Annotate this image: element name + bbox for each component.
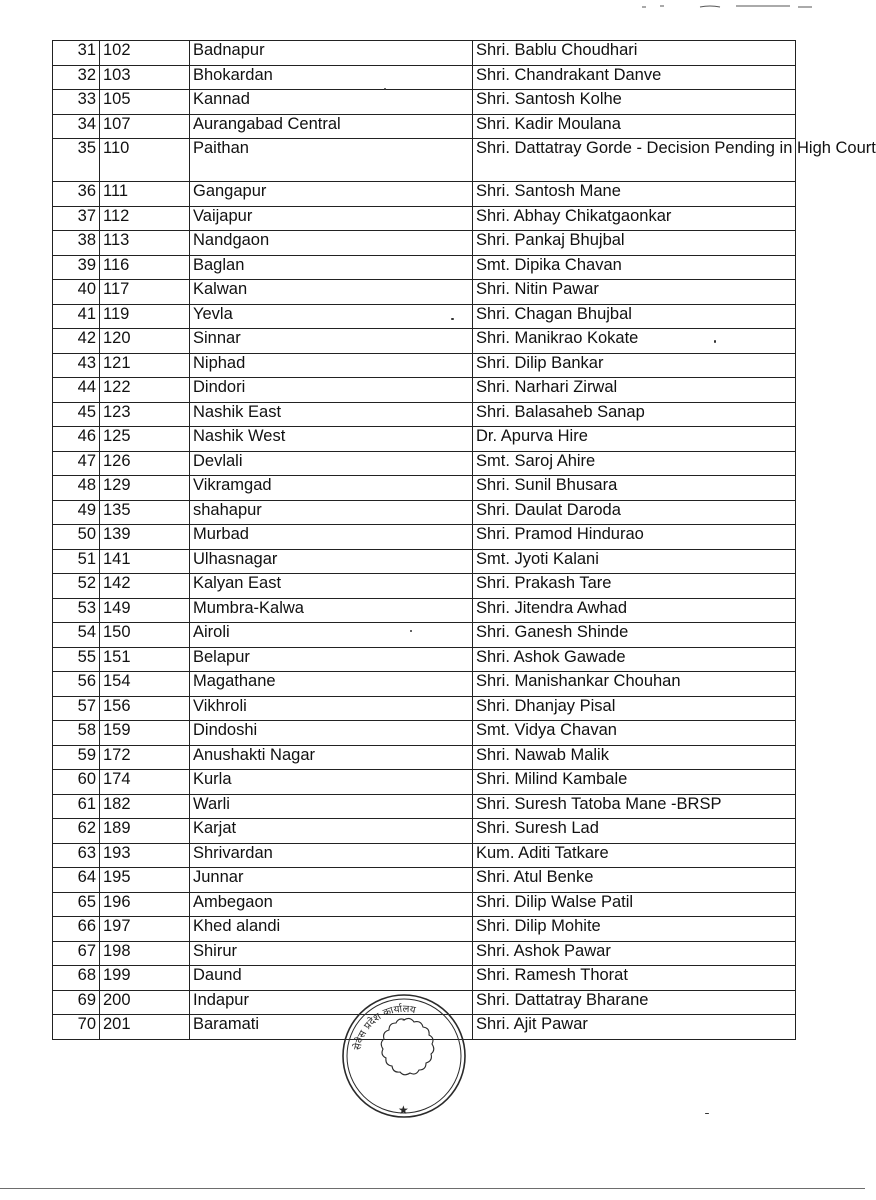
candidate-cell: Shri. Dattatray Bharane — [473, 990, 796, 1015]
ac-number-cell: 129 — [100, 476, 190, 501]
candidate-cell: Smt. Vidya Chavan — [473, 721, 796, 746]
serial-number-cell: 64 — [53, 868, 100, 893]
constituency-cell: Vaijapur — [190, 206, 473, 231]
candidate-cell: Shri. Pramod Hindurao — [473, 525, 796, 550]
constituency-cell: Khed alandi — [190, 917, 473, 942]
constituency-cell: Nandgaon — [190, 231, 473, 256]
ac-number-cell: 182 — [100, 794, 190, 819]
constituency-cell: Dindori — [190, 378, 473, 403]
table-row — [53, 721, 796, 746]
seal-text: सेवेस प्रदेश कार्यालय — [352, 1003, 417, 1052]
constituency-cell: Gangapur — [190, 182, 473, 207]
ac-number-cell: 199 — [100, 966, 190, 991]
serial-number-cell: 55 — [53, 647, 100, 672]
table-row — [53, 329, 796, 354]
ac-number-cell: 159 — [100, 721, 190, 746]
table-row — [53, 304, 796, 329]
candidate-table-body — [53, 41, 876, 1040]
constituency-cell: Aurangabad Central — [190, 114, 473, 139]
svg-text:सेवेस प्रदेश कार्यालय — [351, 1003, 416, 1051]
serial-number-cell: 46 — [53, 427, 100, 452]
ac-number-cell: 102 — [100, 41, 190, 66]
ac-number-cell: 110 — [100, 139, 190, 182]
ac-number-cell: 105 — [100, 90, 190, 115]
candidate-cell: Shri. Suresh Tatoba Mane -BRSP — [473, 794, 796, 819]
candidate-cell: Shri. Kadir Moulana — [473, 114, 796, 139]
serial-number-cell: 61 — [53, 794, 100, 819]
candidate-cell: Shri. Narhari Zirwal — [473, 378, 796, 403]
serial-number-cell: 34 — [53, 114, 100, 139]
ac-number-cell: 125 — [100, 427, 190, 452]
table-row — [53, 966, 796, 991]
ac-number-cell: 193 — [100, 843, 190, 868]
constituency-cell: Airoli — [190, 623, 473, 648]
candidate-cell: Shri. Dilip Bankar — [473, 353, 796, 378]
constituency-cell: Magathane — [190, 672, 473, 697]
constituency-cell: Karjat — [190, 819, 473, 844]
candidate-cell: Shri. Ramesh Thorat — [473, 966, 796, 991]
ac-number-cell: 107 — [100, 114, 190, 139]
ac-number-cell: 172 — [100, 745, 190, 770]
scan-speck — [705, 1113, 709, 1114]
candidate-cell: Kum. Aditi Tatkare — [473, 843, 796, 868]
serial-number-cell: 38 — [53, 231, 100, 256]
table-row — [53, 182, 796, 207]
serial-number-cell: 45 — [53, 402, 100, 427]
candidate-cell: Smt. Jyoti Kalani — [473, 549, 796, 574]
serial-number-cell: 69 — [53, 990, 100, 1015]
serial-number-cell: 33 — [53, 90, 100, 115]
ac-number-cell: 154 — [100, 672, 190, 697]
serial-number-cell: 65 — [53, 892, 100, 917]
constituency-cell: Indapur — [190, 990, 473, 1015]
ac-number-cell: 123 — [100, 402, 190, 427]
table-row — [53, 941, 796, 966]
serial-number-cell: 58 — [53, 721, 100, 746]
table-row — [53, 549, 796, 574]
candidate-cell: Shri. Ganesh Shinde — [473, 623, 796, 648]
table-row — [53, 843, 796, 868]
ac-number-cell: 103 — [100, 65, 190, 90]
ac-number-cell: 151 — [100, 647, 190, 672]
serial-number-cell: 43 — [53, 353, 100, 378]
constituency-cell: Kalyan East — [190, 574, 473, 599]
ac-number-cell: 113 — [100, 231, 190, 256]
constituency-cell: Ambegaon — [190, 892, 473, 917]
ac-number-cell: 111 — [100, 182, 190, 207]
serial-number-cell: 41 — [53, 304, 100, 329]
candidate-table — [52, 40, 876, 1040]
serial-number-cell: 35 — [53, 139, 100, 182]
candidate-cell: Shri. Sunil Bhusara — [473, 476, 796, 501]
office-seal-stamp — [340, 992, 468, 1120]
constituency-cell: Dindoshi — [190, 721, 473, 746]
candidate-cell: Shri. Prakash Tare — [473, 574, 796, 599]
page-bottom-border — [0, 1188, 865, 1189]
ac-number-cell: 139 — [100, 525, 190, 550]
ac-number-cell: 197 — [100, 917, 190, 942]
table-row — [53, 917, 796, 942]
candidate-cell: Shri. Nitin Pawar — [473, 280, 796, 305]
constituency-cell: Ulhasnagar — [190, 549, 473, 574]
table-row — [53, 500, 796, 525]
candidate-cell: Shri. Bablu Choudhari — [473, 41, 796, 66]
ac-number-cell: 174 — [100, 770, 190, 795]
constituency-cell: Vikramgad — [190, 476, 473, 501]
constituency-cell: Kalwan — [190, 280, 473, 305]
candidate-cell: Shri. Ashok Gawade — [473, 647, 796, 672]
candidate-cell: Shri. Dilip Walse Patil — [473, 892, 796, 917]
table-row — [53, 794, 796, 819]
ac-number-cell: 120 — [100, 329, 190, 354]
constituency-cell: Baramati — [190, 1015, 473, 1040]
constituency-cell: Daund — [190, 966, 473, 991]
ac-number-cell: 195 — [100, 868, 190, 893]
table-row — [53, 139, 796, 182]
candidate-cell: Shri. Dilip Mohite — [473, 917, 796, 942]
table-row — [53, 280, 796, 305]
candidate-cell: Shri. Manishankar Chouhan — [473, 672, 796, 697]
table-row — [53, 451, 796, 476]
candidate-cell: Smt. Dipika Chavan — [473, 255, 796, 280]
serial-number-cell: 62 — [53, 819, 100, 844]
table-row — [53, 41, 796, 66]
serial-number-cell: 53 — [53, 598, 100, 623]
serial-number-cell: 59 — [53, 745, 100, 770]
ac-number-cell: 149 — [100, 598, 190, 623]
table-row — [53, 402, 796, 427]
ac-number-cell: 201 — [100, 1015, 190, 1040]
ac-number-cell: 141 — [100, 549, 190, 574]
table-row — [53, 65, 796, 90]
constituency-cell: Baglan — [190, 255, 473, 280]
ac-number-cell: 142 — [100, 574, 190, 599]
ac-number-cell: 156 — [100, 696, 190, 721]
serial-number-cell: 60 — [53, 770, 100, 795]
candidate-cell: Shri. Chandrakant Danve — [473, 65, 796, 90]
constituency-cell: Bhokardan — [190, 65, 473, 90]
candidate-cell: Shri. Balasaheb Sanap — [473, 402, 796, 427]
table-row — [53, 476, 796, 501]
candidate-cell: Shri. Santosh Mane — [473, 182, 796, 207]
serial-number-cell: 66 — [53, 917, 100, 942]
table-row — [53, 598, 796, 623]
table-row — [53, 623, 796, 648]
serial-number-cell: 40 — [53, 280, 100, 305]
candidate-cell: Shri. Ashok Pawar — [473, 941, 796, 966]
candidate-cell: Shri. Santosh Kolhe — [473, 90, 796, 115]
constituency-cell: Badnapur — [190, 41, 473, 66]
constituency-cell: Mumbra-Kalwa — [190, 598, 473, 623]
ac-number-cell: 150 — [100, 623, 190, 648]
constituency-cell: shahapur — [190, 500, 473, 525]
candidate-cell: Shri. Nawab Malik — [473, 745, 796, 770]
ac-number-cell: 200 — [100, 990, 190, 1015]
constituency-cell: Junnar — [190, 868, 473, 893]
table-row — [53, 90, 796, 115]
candidate-cell: Dr. Apurva Hire — [473, 427, 796, 452]
constituency-cell: Belapur — [190, 647, 473, 672]
ac-number-cell: 196 — [100, 892, 190, 917]
ac-number-cell: 119 — [100, 304, 190, 329]
serial-number-cell: 50 — [53, 525, 100, 550]
table-row — [53, 647, 796, 672]
constituency-cell: Anushakti Nagar — [190, 745, 473, 770]
constituency-cell: Paithan — [190, 139, 473, 182]
table-row — [53, 231, 796, 256]
serial-number-cell: 44 — [53, 378, 100, 403]
table-row — [53, 574, 796, 599]
ac-number-cell: 117 — [100, 280, 190, 305]
serial-number-cell: 51 — [53, 549, 100, 574]
candidate-cell: Shri. Jitendra Awhad — [473, 598, 796, 623]
serial-number-cell: 32 — [53, 65, 100, 90]
candidate-cell: Shri. Suresh Lad — [473, 819, 796, 844]
serial-number-cell: 49 — [53, 500, 100, 525]
constituency-cell: Kannad — [190, 90, 473, 115]
constituency-cell: Warli — [190, 794, 473, 819]
table-row — [53, 672, 796, 697]
seal-star-icon: ★ — [398, 1103, 409, 1117]
ac-number-cell: 116 — [100, 255, 190, 280]
candidate-cell: Shri. Atul Benke — [473, 868, 796, 893]
table-row — [53, 114, 796, 139]
scan-speck — [714, 340, 716, 343]
candidate-cell: Shri. Abhay Chikatgaonkar — [473, 206, 796, 231]
table-row — [53, 378, 796, 403]
constituency-cell: Yevla — [190, 304, 473, 329]
scan-speck — [384, 88, 386, 90]
candidate-cell: Smt. Saroj Ahire — [473, 451, 796, 476]
ac-number-cell: 126 — [100, 451, 190, 476]
serial-number-cell: 57 — [53, 696, 100, 721]
table-row — [53, 892, 796, 917]
candidate-cell: Shri. Chagan Bhujbal — [473, 304, 796, 329]
ac-number-cell: 198 — [100, 941, 190, 966]
table-row — [53, 868, 796, 893]
ac-number-cell: 122 — [100, 378, 190, 403]
serial-number-cell: 42 — [53, 329, 100, 354]
constituency-cell: Shirur — [190, 941, 473, 966]
scan-speck — [451, 318, 454, 320]
table-row — [53, 353, 796, 378]
table-row — [53, 770, 796, 795]
serial-number-cell: 68 — [53, 966, 100, 991]
constituency-cell: Shrivardan — [190, 843, 473, 868]
table-row — [53, 427, 796, 452]
constituency-cell: Nashik East — [190, 402, 473, 427]
serial-number-cell: 31 — [53, 41, 100, 66]
ac-number-cell: 112 — [100, 206, 190, 231]
candidate-cell: Shri. Milind Kambale — [473, 770, 796, 795]
serial-number-cell: 52 — [53, 574, 100, 599]
candidate-cell: Shri. Manikrao Kokate — [473, 329, 796, 354]
constituency-cell: Niphad — [190, 353, 473, 378]
candidate-cell: Shri. Ajit Pawar — [473, 1015, 796, 1040]
constituency-cell: Devlali — [190, 451, 473, 476]
constituency-cell: Kurla — [190, 770, 473, 795]
table-row — [53, 696, 796, 721]
serial-number-cell: 39 — [53, 255, 100, 280]
top-edge-marks — [640, 2, 820, 10]
candidate-cell: Shri. Daulat Daroda — [473, 500, 796, 525]
constituency-cell: Sinnar — [190, 329, 473, 354]
table-row — [53, 255, 796, 280]
table-row — [53, 819, 796, 844]
serial-number-cell: 70 — [53, 1015, 100, 1040]
serial-number-cell: 67 — [53, 941, 100, 966]
constituency-cell: Murbad — [190, 525, 473, 550]
serial-number-cell: 36 — [53, 182, 100, 207]
ac-number-cell: 189 — [100, 819, 190, 844]
candidate-cell: Shri. Dhanjay Pisal — [473, 696, 796, 721]
table-row — [53, 206, 796, 231]
serial-number-cell: 63 — [53, 843, 100, 868]
serial-number-cell: 48 — [53, 476, 100, 501]
serial-number-cell: 54 — [53, 623, 100, 648]
table-row — [53, 525, 796, 550]
serial-number-cell: 56 — [53, 672, 100, 697]
constituency-cell: Vikhroli — [190, 696, 473, 721]
ac-number-cell: 121 — [100, 353, 190, 378]
candidate-cell: Shri. Dattatray Gorde - Decision Pending in High Court — [473, 139, 796, 182]
serial-number-cell: 47 — [53, 451, 100, 476]
constituency-cell: Nashik West — [190, 427, 473, 452]
serial-number-cell: 37 — [53, 206, 100, 231]
scan-speck — [410, 630, 412, 632]
candidate-cell: Shri. Pankaj Bhujbal — [473, 231, 796, 256]
table-row — [53, 745, 796, 770]
ac-number-cell: 135 — [100, 500, 190, 525]
